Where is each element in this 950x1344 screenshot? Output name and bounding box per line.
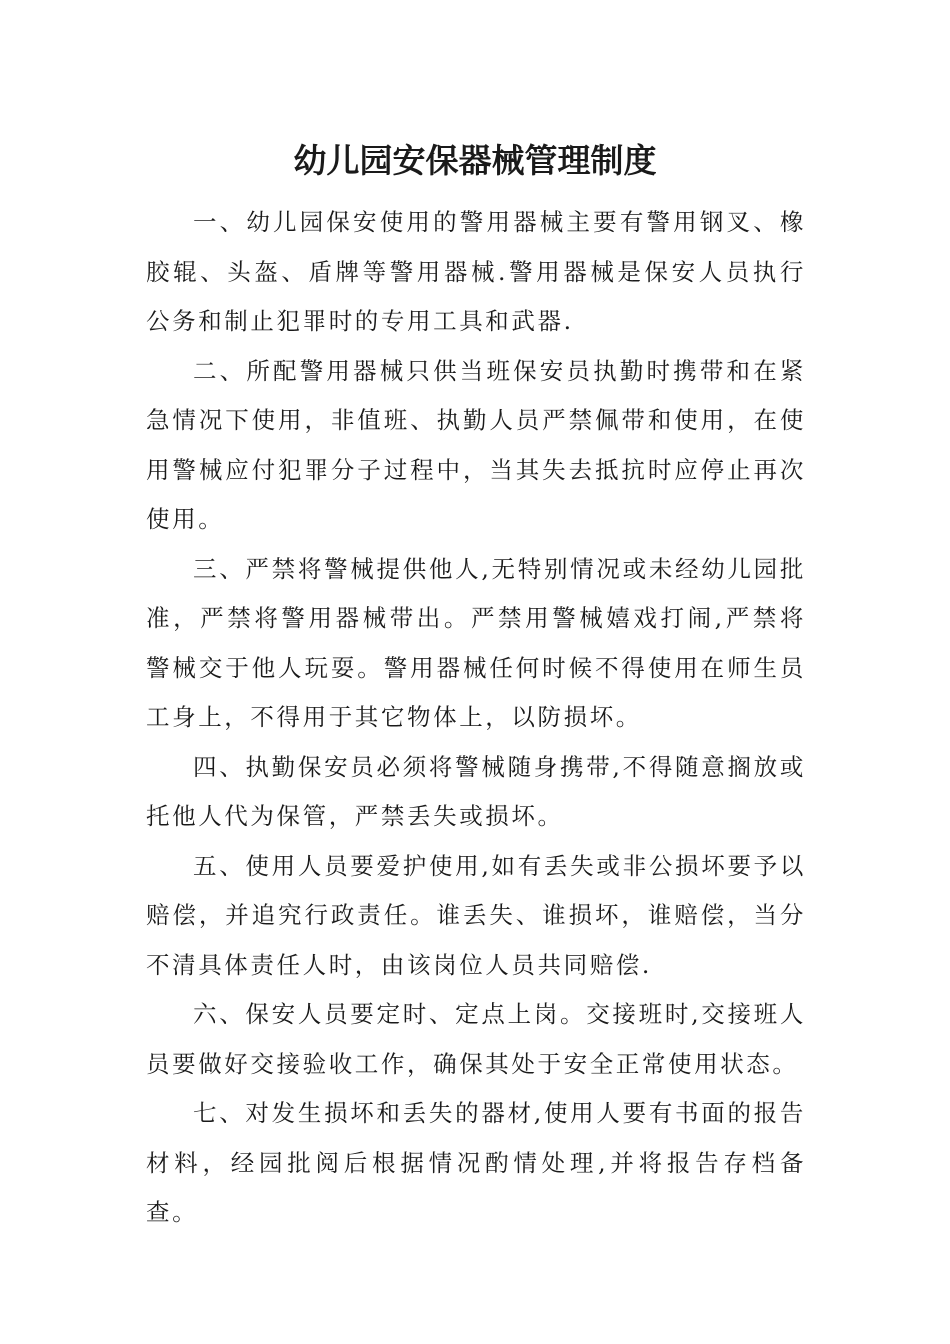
document-title: 幼儿园安保器械管理制度 [293,141,657,180]
paragraph-4: 四、执勤保安员必须将警械随身携带,不得随意搁放或托他人代为保管，严禁丢失或损坏。 [146,752,806,830]
document-body [146,198,806,1238]
paragraph-3: 三、严禁将警械提供他人,无特别情况或未经幼儿园批准，严禁将警用器械带出。严禁用警械嬉戏打闹,严禁将警械交于他人玩耍。警用器械任何时候不得使用在师生员工身上，不得用于其它物体上，以防损坏。 [146,554,806,731]
paragraph-7: 七、对发生损坏和丢失的器材,使用人要有书面的报告材料，经园批阅后根据情况酌情处理,并将报告存档备查。 [146,1099,806,1226]
paragraph-5: 五、使用人员要爱护使用,如有丢失或非公损坏要予以赔偿，并追究行政责任。谁丢失、谁损坏，谁赔偿，当分不清具体责任人时，由该岗位人员共同赔偿. [146,851,806,979]
paragraph-2: 二、所配警用器械只供当班保安员执勤时携带和在紧急情况下使用，非值班、执勤人员严禁佩带和使用，在使用警械应付犯罪分子过程中，当其失去抵抗时应停止再次使用。 [146,356,806,533]
paragraph-1: 一、幼儿园保安使用的警用器械主要有警用钢叉、橡胶辊、头盔、盾牌等警用器械.警用器械是保安人员执行公务和制止犯罪时的专用工具和武器. [146,208,806,335]
paragraph-6: 六、保安人员要定时、定点上岗。交接班时,交接班人员要做好交接验收工作，确保其处于安全正常使用状态。 [146,1000,806,1078]
